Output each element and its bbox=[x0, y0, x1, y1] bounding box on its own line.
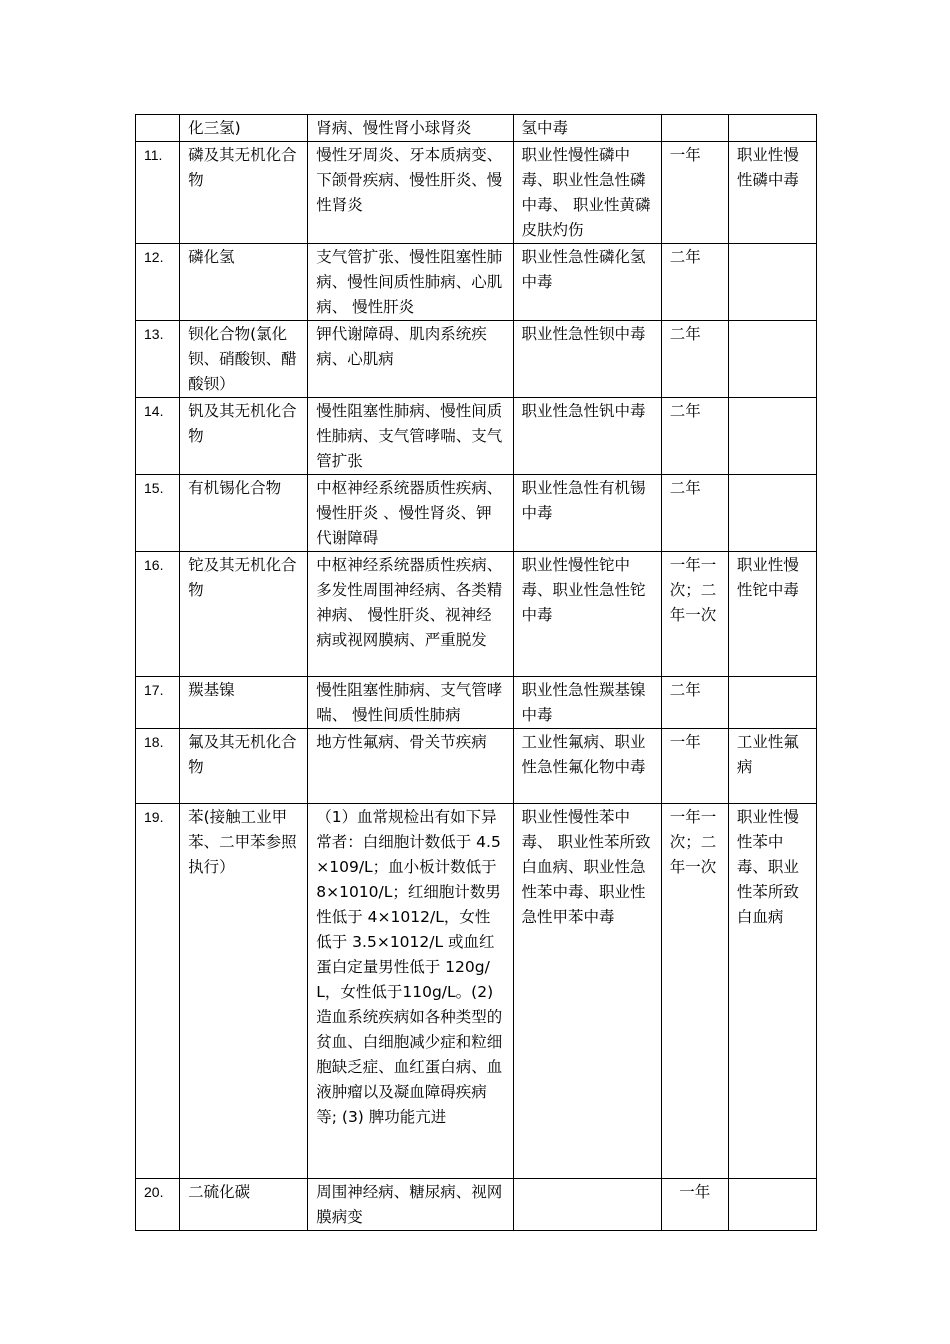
row-number: 12. bbox=[136, 244, 180, 321]
contraindications: （1）血常规检出有如下异常者：白细胞计数低于 4.5×109/L；血小板计数低于8×1010/L；红细胞计数男性低于 4×1012/L，女性低于 3.5×1012/L 或血红蛋白定量男性低于 120g/L，女性低于110g/L。(2) 造血系统疾病如各种类型的贫血、白细胞减少症和粒细胞缺乏症、血红蛋白病、血液肿瘤以及凝血障碍疾病等; (3) 脾功能亢进 bbox=[308, 804, 513, 1179]
table-row bbox=[136, 804, 817, 1179]
hazard-agent: 苯(接触工业甲苯、二甲苯参照执行） bbox=[180, 804, 308, 1179]
hazard-agent: 钒及其无机化合物 bbox=[180, 398, 308, 475]
occupational-diseases: 氢中毒 bbox=[513, 115, 661, 142]
exam-period: 二年 bbox=[661, 244, 728, 321]
occupational-diseases: 工业性氟病、职业性急性氟化物中毒 bbox=[513, 729, 661, 804]
exam-period: 二年 bbox=[661, 398, 728, 475]
table-row bbox=[136, 244, 817, 321]
exam-period: 一年 bbox=[661, 1179, 728, 1231]
contraindications: 周围神经病、糖尿病、视网膜病变 bbox=[308, 1179, 513, 1231]
contraindications: 慢性阻塞性肺病、支气管哮喘、 慢性间质性肺病 bbox=[308, 677, 513, 729]
table-row bbox=[136, 677, 817, 729]
target-disease bbox=[728, 398, 816, 475]
target-disease: 职业性慢性铊中毒 bbox=[728, 552, 816, 677]
exam-period: 二年 bbox=[661, 321, 728, 398]
contraindications: 地方性氟病、骨关节疾病 bbox=[308, 729, 513, 804]
table-row bbox=[136, 729, 817, 804]
row-number: 18. bbox=[136, 729, 180, 804]
contraindications: 中枢神经系统器质性疾病、慢性肝炎 、慢性肾炎、钾代谢障碍 bbox=[308, 475, 513, 552]
target-disease bbox=[728, 475, 816, 552]
contraindications: 中枢神经系统器质性疾病、多发性周围神经病、各类精神病、 慢性肝炎、视神经病或视网膜病、严重脱发 bbox=[308, 552, 513, 677]
target-disease bbox=[728, 677, 816, 729]
contraindications: 支气管扩张、慢性阻塞性肺病、慢性间质性肺病、心肌病、 慢性肝炎 bbox=[308, 244, 513, 321]
exam-period: 一年一次；二年一次 bbox=[661, 804, 728, 1179]
row-number: 14. bbox=[136, 398, 180, 475]
occupational-diseases: 职业性急性钒中毒 bbox=[513, 398, 661, 475]
contraindications: 钾代谢障碍、肌肉系统疾病、心肌病 bbox=[308, 321, 513, 398]
table-row bbox=[136, 552, 817, 677]
exam-period: 一年一次；二年一次 bbox=[661, 552, 728, 677]
target-disease: 工业性氟病 bbox=[728, 729, 816, 804]
exam-period: 二年 bbox=[661, 677, 728, 729]
contraindications: 慢性牙周炎、牙本质病变、下颌骨疾病、慢性肝炎、慢性肾炎 bbox=[308, 142, 513, 244]
occupational-diseases bbox=[513, 1179, 661, 1231]
target-disease bbox=[728, 244, 816, 321]
table-row bbox=[136, 142, 817, 244]
occupational-diseases: 职业性慢性铊中毒、职业性急性铊中毒 bbox=[513, 552, 661, 677]
target-disease: 职业性慢性苯中毒、职业性苯所致白血病 bbox=[728, 804, 816, 1179]
row-number: 13. bbox=[136, 321, 180, 398]
target-disease bbox=[728, 115, 816, 142]
target-disease: 职业性慢性磷中毒 bbox=[728, 142, 816, 244]
table-row bbox=[136, 321, 817, 398]
hazard-agent: 有机锡化合物 bbox=[180, 475, 308, 552]
contraindications: 肾病、慢性肾小球肾炎 bbox=[308, 115, 513, 142]
table-row bbox=[136, 115, 817, 142]
row-number: 19. bbox=[136, 804, 180, 1179]
table-row bbox=[136, 398, 817, 475]
hazard-agent: 钡化合物(氯化钡、硝酸钡、醋酸钡） bbox=[180, 321, 308, 398]
exam-period: 一年 bbox=[661, 142, 728, 244]
exam-period: 二年 bbox=[661, 475, 728, 552]
hazard-agent: 铊及其无机化合物 bbox=[180, 552, 308, 677]
occupational-diseases: 职业性慢性磷中毒、职业性急性磷中毒、 职业性黄磷皮肤灼伤 bbox=[513, 142, 661, 244]
contraindications: 慢性阻塞性肺病、慢性间质性肺病、支气管哮喘、支气管扩张 bbox=[308, 398, 513, 475]
occupational-diseases: 职业性急性钡中毒 bbox=[513, 321, 661, 398]
exam-period: 一年 bbox=[661, 729, 728, 804]
row-number: 17. bbox=[136, 677, 180, 729]
target-disease bbox=[728, 321, 816, 398]
target-disease bbox=[728, 1179, 816, 1231]
hazard-agent: 化三氢) bbox=[180, 115, 308, 142]
hazard-agent: 二硫化碳 bbox=[180, 1179, 308, 1231]
occupational-diseases: 职业性急性有机锡中毒 bbox=[513, 475, 661, 552]
table-row bbox=[136, 475, 817, 552]
hazard-agent: 磷化氢 bbox=[180, 244, 308, 321]
row-number: 16. bbox=[136, 552, 180, 677]
occupational-diseases: 职业性急性羰基镍中毒 bbox=[513, 677, 661, 729]
occupational-diseases: 职业性急性磷化氢中毒 bbox=[513, 244, 661, 321]
occupational-diseases: 职业性慢性苯中毒、 职业性苯所致白血病、职业性急性苯中毒、职业性急性甲苯中毒 bbox=[513, 804, 661, 1179]
row-number bbox=[136, 115, 180, 142]
row-number: 15. bbox=[136, 475, 180, 552]
row-number: 20. bbox=[136, 1179, 180, 1231]
exam-period bbox=[661, 115, 728, 142]
hazard-agent: 磷及其无机化合物 bbox=[180, 142, 308, 244]
hazard-agent: 氟及其无机化合物 bbox=[180, 729, 308, 804]
hazard-agent: 羰基镍 bbox=[180, 677, 308, 729]
table-row bbox=[136, 1179, 817, 1231]
row-number: 11. bbox=[136, 142, 180, 244]
occupational-health-table bbox=[135, 114, 817, 1231]
